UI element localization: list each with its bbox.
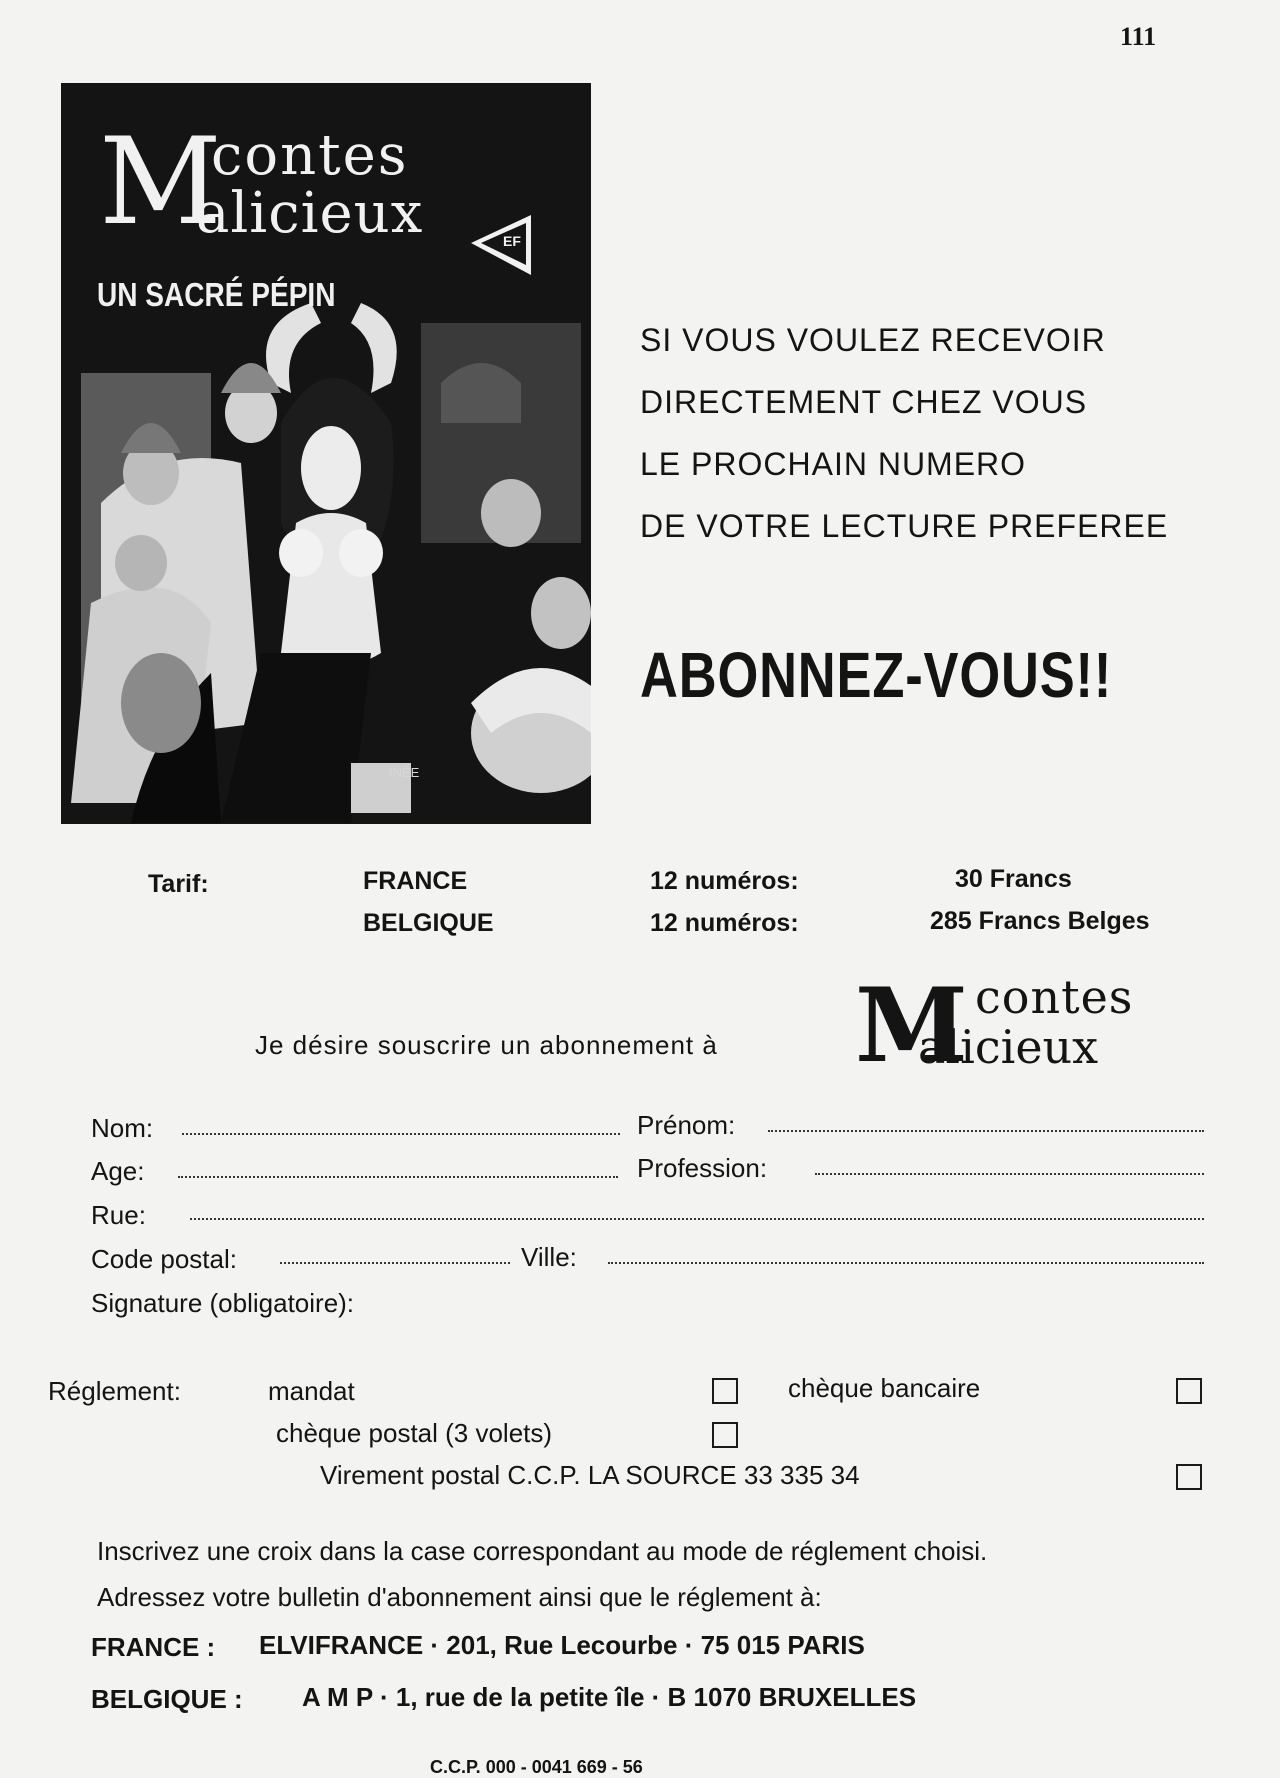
cover-badge: EF — [503, 233, 521, 249]
logo-line1: contes — [975, 970, 1134, 1024]
prenom-field[interactable] — [768, 1130, 1204, 1132]
age-field[interactable] — [178, 1176, 618, 1178]
logo-initial: M — [855, 966, 968, 1086]
payment-mandat-label: mandat — [268, 1376, 355, 1406]
cover-subtitle: UN SACRÉ PÉPIN — [97, 276, 336, 313]
profession-field[interactable] — [815, 1173, 1204, 1175]
headline-line-3: LE PROCHAIN NUMERO — [640, 446, 1027, 482]
logo-line2: alicieux — [918, 1020, 1099, 1074]
prenom-label: Prénom: — [637, 1110, 736, 1140]
rue-label: Rue: — [91, 1200, 146, 1230]
virement-checkbox[interactable] — [1176, 1464, 1202, 1490]
page-number: 111 — [1120, 22, 1157, 51]
subscribe-call-to-action: ABONNEZ-VOUS!! — [640, 639, 1113, 711]
tarif-label: Tarif: — [148, 870, 209, 898]
nom-label: Nom: — [91, 1113, 154, 1143]
code-postal-field[interactable] — [280, 1262, 510, 1264]
code-postal-label: Code postal: — [91, 1244, 237, 1274]
instruction-line-2: Adressez votre bulletin d'abonnement ainsi que le réglement à: — [97, 1582, 822, 1612]
cover-logo-line1: contes — [211, 123, 409, 188]
belgique-address: A M P · 1, rue de la petite île · B 1070 BRUXELLES — [302, 1682, 917, 1712]
cheque-bancaire-checkbox[interactable] — [1176, 1378, 1202, 1404]
mandat-checkbox[interactable] — [712, 1378, 738, 1404]
signature-label: Signature (obligatoire): — [91, 1288, 355, 1318]
rue-field[interactable] — [190, 1218, 1204, 1220]
tarif-price-belgique: 285 Francs Belges — [930, 907, 1150, 935]
payment-cheque-bancaire-label: chèque bancaire — [788, 1373, 981, 1403]
ccp-number: C.C.P. 000 - 0041 669 - 56 — [430, 1757, 643, 1777]
tarif-issues-belgique: 12 numéros: — [650, 909, 799, 937]
ville-label: Ville: — [521, 1242, 577, 1272]
tarif-issues-france: 12 numéros: — [650, 867, 799, 895]
cover-logo-line2: alicieux — [196, 181, 424, 246]
cover-logo-initial: M — [99, 113, 222, 252]
tarif-country-france: FRANCE — [363, 867, 468, 895]
instruction-line-1: Inscrivez une croix dans la case correspondant au mode de réglement choisi. — [97, 1536, 988, 1566]
ville-field[interactable] — [608, 1262, 1204, 1264]
tarif-price-france: 30 Francs — [955, 865, 1072, 893]
age-label: Age: — [91, 1156, 145, 1186]
payment-virement-label: Virement postal C.C.P. LA SOURCE 33 335 34 — [320, 1460, 860, 1490]
cover-artist-signature: INÉE — [389, 765, 420, 780]
profession-label: Profession: — [637, 1153, 768, 1183]
belgique-label: BELGIQUE : — [91, 1684, 243, 1714]
nom-field[interactable] — [182, 1133, 620, 1135]
cheque-postal-checkbox[interactable] — [712, 1422, 738, 1448]
france-address: ELVIFRANCE · 201, Rue Lecourbe · 75 015 PARIS — [259, 1630, 865, 1660]
payment-label: Réglement: — [48, 1376, 181, 1406]
headline-line-4: DE VOTRE LECTURE PREFEREE — [640, 508, 1169, 544]
france-label: FRANCE : — [91, 1632, 216, 1662]
magazine-cover — [61, 83, 591, 824]
payment-cheque-postal-label: chèque postal (3 volets) — [276, 1418, 553, 1448]
headline-line-2: DIRECTEMENT CHEZ VOUS — [640, 384, 1088, 420]
subscribe-statement: Je désire souscrire un abonnement à — [255, 1030, 718, 1060]
tarif-country-belgique: BELGIQUE — [363, 909, 494, 937]
headline-line-1: SI VOUS VOULEZ RECEVOIR — [640, 322, 1106, 358]
